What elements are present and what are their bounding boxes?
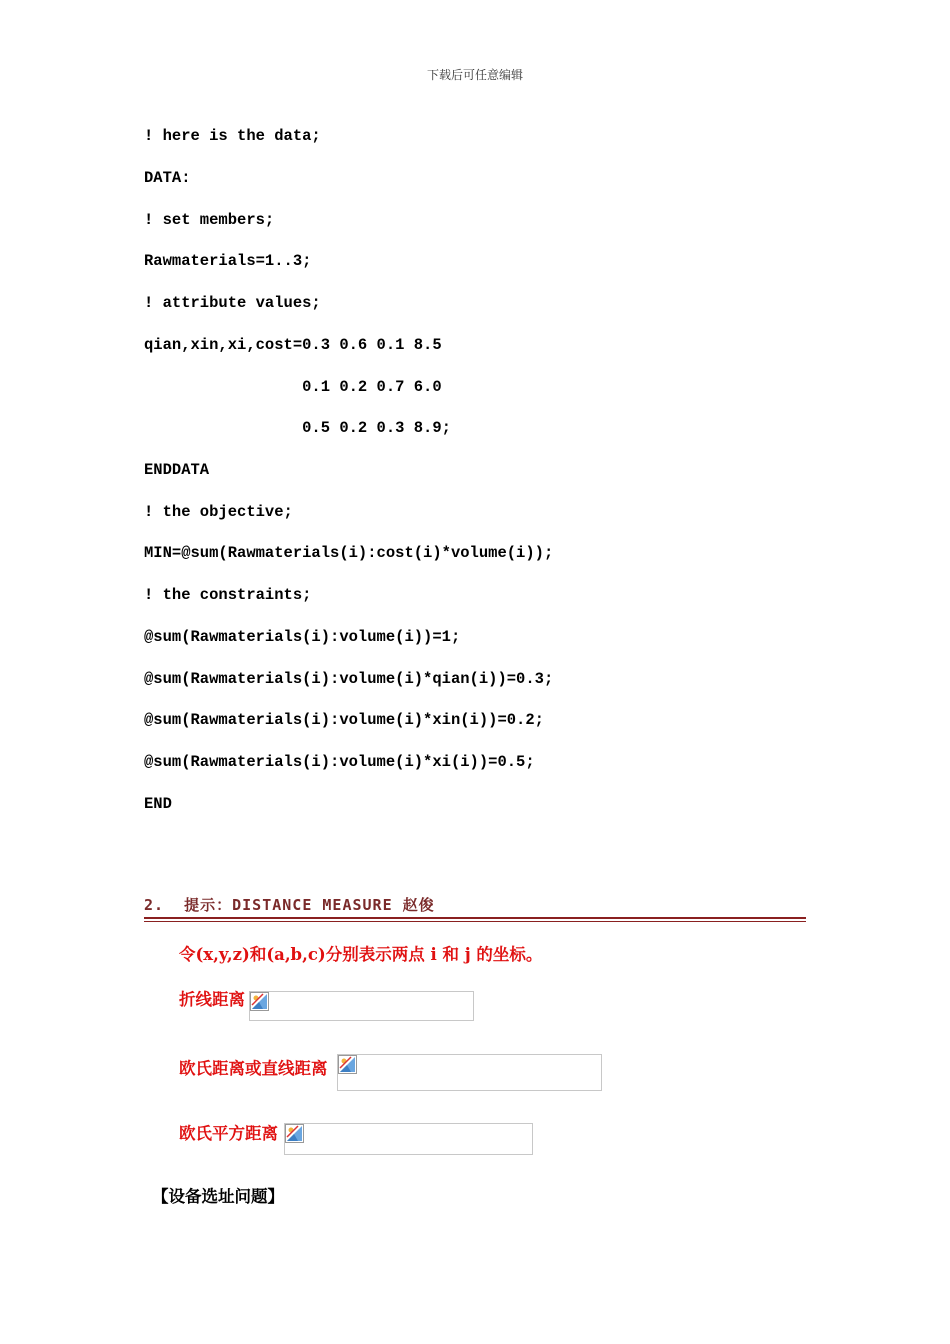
heading-rule-thin: [144, 921, 806, 922]
broken-image-icon: [338, 1055, 357, 1074]
code-line: Rawmaterials=1..3;: [144, 252, 312, 270]
code-line: @sum(Rawmaterials(i):volume(i)*xi(i))=0.5;: [144, 753, 535, 771]
code-line: @sum(Rawmaterials(i):volume(i)*xin(i))=0.2;: [144, 711, 544, 729]
header-note: 下载后可任意编辑: [426, 68, 523, 82]
formula-image-euclidean: [337, 1054, 602, 1091]
next-section-heading: 【设备选址问题】: [152, 1187, 284, 1206]
code-line: 0.1 0.2 0.7 6.0: [144, 378, 442, 396]
code-line: ! set members;: [144, 211, 275, 229]
broken-image-icon: [250, 992, 269, 1011]
code-line: qian,xin,xi,cost=0.3 0.6 0.1 8.5: [144, 336, 442, 354]
formula-image-manhattan: [249, 991, 474, 1021]
code-line: MIN=@sum(Rawmaterials(i):cost(i)*volume(i));: [144, 544, 554, 562]
code-line: ! the constraints;: [144, 586, 312, 604]
code-line: ENDDATA: [144, 461, 210, 479]
section-intro: 令(x,y,z)和(a,b,c)分别表示两点 i 和 j 的坐标。: [179, 945, 543, 964]
code-line: @sum(Rawmaterials(i):volume(i)*qian(i))=0.3;: [144, 670, 554, 688]
heading-rule: [144, 917, 806, 919]
section-heading: 2. 提示：DISTANCE MEASURE 赵俊: [144, 896, 435, 914]
distance-label-manhattan: 折线距离: [179, 990, 245, 1009]
code-line: ! the objective;: [144, 503, 293, 521]
code-line: @sum(Rawmaterials(i):volume(i))=1;: [144, 628, 461, 646]
distance-label-euclidean: 欧氏距离或直线距离: [179, 1059, 328, 1078]
broken-image-icon: [285, 1124, 304, 1143]
formula-image-squared-euclidean: [284, 1123, 533, 1155]
code-line: DATA:: [144, 169, 191, 187]
code-line: ! attribute values;: [144, 294, 321, 312]
distance-label-squared-euclidean: 欧氏平方距离: [179, 1124, 278, 1143]
code-line: 0.5 0.2 0.3 8.9;: [144, 419, 451, 437]
code-line: END: [144, 795, 172, 813]
code-line: ! here is the data;: [144, 127, 321, 145]
